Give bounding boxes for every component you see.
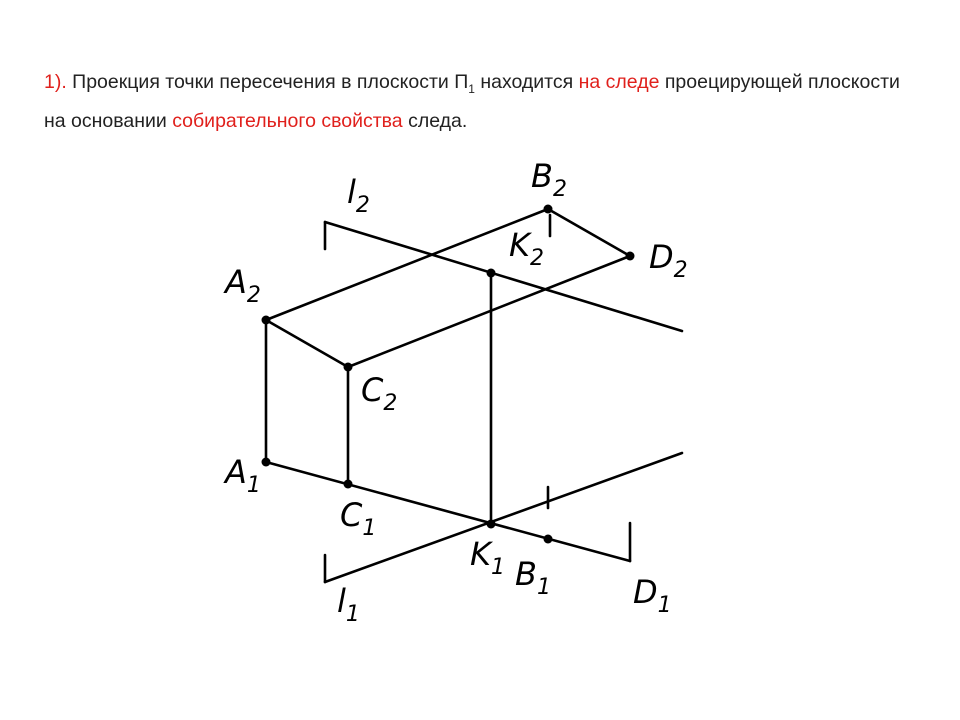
point-a2 [262, 316, 271, 325]
label-a2: $A_2$ [225, 263, 261, 308]
label-b1: $B_1$ [515, 555, 551, 600]
point-c1 [344, 480, 353, 489]
point-d2 [626, 252, 635, 261]
caption-number: 1). [44, 71, 67, 93]
label-d2: $D_2$ [649, 238, 688, 283]
label-k2: $K_2$ [509, 226, 544, 271]
edge-b2-d2 [548, 209, 630, 256]
point-a1 [262, 458, 271, 467]
edge-a2-c2 [266, 320, 348, 367]
caption-text-3: проецирующей плоскости на основании [44, 71, 900, 132]
point-k1 [487, 520, 496, 529]
label-c2: $C_2$ [361, 371, 398, 416]
caption-subscript: 1 [468, 81, 475, 96]
point-b2 [544, 205, 553, 214]
edge-a2-b2 [266, 209, 548, 320]
label-c1: $C_1$ [340, 496, 377, 541]
caption-text-4: следа. [402, 109, 468, 132]
point-c2 [344, 363, 353, 372]
label-a1: $A_1$ [225, 453, 261, 498]
caption-text-2: находится [474, 71, 579, 93]
point-k2 [487, 269, 496, 278]
label-b2: $B_2$ [531, 157, 567, 202]
caption-highlight-property: собирательного свойства [172, 109, 403, 132]
label-d1: $D_1$ [633, 573, 672, 618]
caption-highlight-trace: на следе [578, 71, 660, 93]
label-l2: $l_2$ [347, 173, 370, 218]
label-k1: $K_1$ [470, 535, 505, 580]
label-l1: $l_1$ [337, 582, 360, 627]
point-b1 [544, 535, 553, 544]
line-a1-d1 [266, 462, 630, 561]
caption-text-1: Проекция точки пересечения в плоскости П [66, 71, 469, 93]
